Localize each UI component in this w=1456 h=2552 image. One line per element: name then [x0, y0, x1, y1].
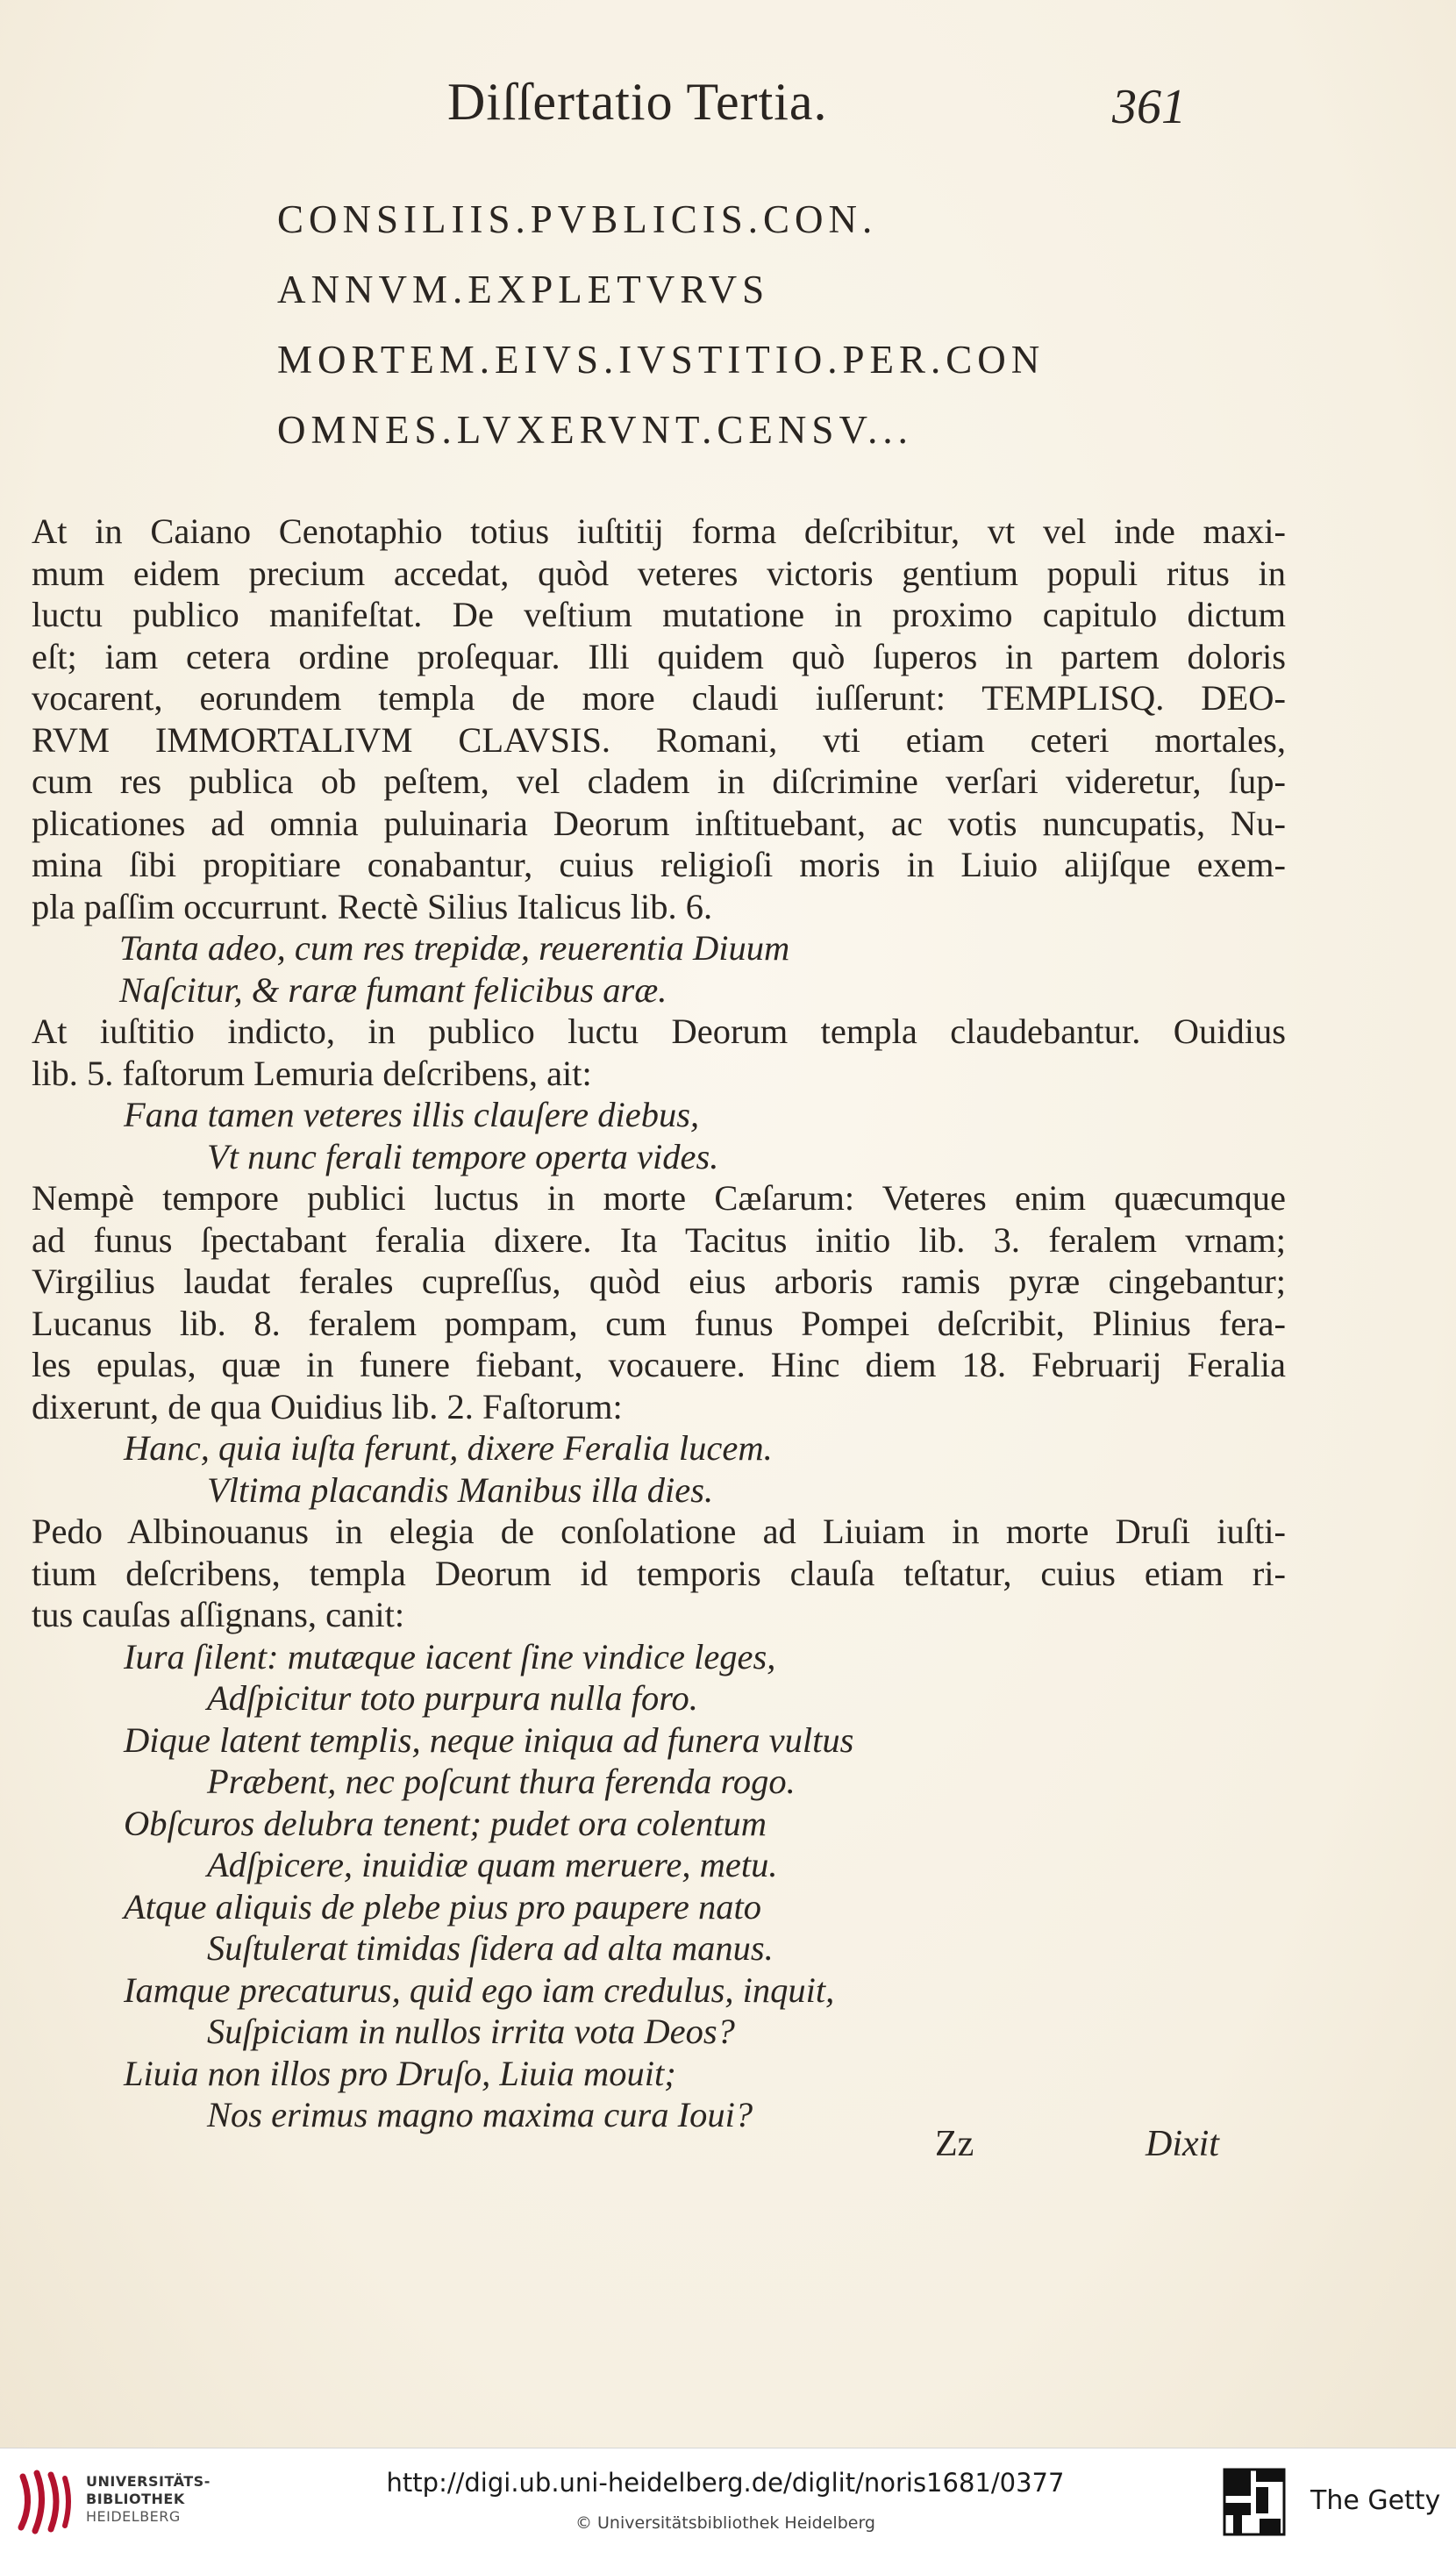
inscription-block	[277, 184, 1242, 465]
library-name	[86, 2473, 211, 2526]
text-line: mina ſibi propitiare conabantur, cuius religioſi moris in Liuio alijſque exem-	[32, 845, 1286, 884]
text-line: dixerunt, de qua Ouidius lib. 2. Faſtorum:	[32, 1386, 623, 1426]
text-line: At iuſtitio indicto, in publico luctu Deorum templa claudebantur. Ouidius	[32, 1012, 1286, 1051]
copyright-notice: © Universitätsbibliothek Heidelberg	[575, 2513, 875, 2533]
text-line: Nempè tempore publici luctus in morte Cæſarum: Veteres enim quæcumque	[32, 1178, 1286, 1218]
verse-line: Vltima placandis Manibus illa dies.	[207, 1469, 714, 1510]
verse-line: Præbent, nec poſcunt thura ferenda rogo.	[207, 1762, 796, 1801]
inscription-line: OMNES.LVXERVNT.CENSV...	[277, 408, 913, 452]
verse-line: Fana tamen veteres illis clauſere diebus,	[124, 1095, 700, 1134]
page-number: 361	[1112, 80, 1186, 134]
inscription-line: CONSILIIS.PVBLICIS.CON.	[277, 197, 878, 241]
library-line: UNIVERSITÄTS-	[86, 2473, 211, 2490]
catchword: Dixit	[1146, 2124, 1219, 2164]
verse-line: Tanta adeo, cum res trepidæ, reuerentia Diuum	[119, 928, 790, 968]
text-line: tium deſcribens, templa Deorum id temporis clauſa teſtatur, cuius etiam ri-	[32, 1553, 1286, 1593]
running-title: Diſſertatio Tertia.	[447, 73, 828, 131]
inscription-line: ANNVM.EXPLETVRVS	[277, 268, 770, 311]
partner-name: The Getty	[1310, 2485, 1441, 2516]
signature-mark: Zz	[935, 2124, 974, 2164]
text-line: plicationes ad omnia puluinaria Deorum inſtituebant, ac votis nuncupatis, Nu-	[32, 803, 1286, 843]
getty-logo-icon	[1221, 2466, 1288, 2538]
verse-line: Atque aliquis de plebe pius pro paupere nato	[124, 1886, 762, 1927]
text-line: Lucanus lib. 8. feralem pompam, cum funus Pompei deſcribit, Plinius fera-	[32, 1303, 1286, 1343]
viewer-footer	[0, 2448, 1456, 2552]
text-line: Virgilius laudat ferales cupreſſus, quòd eius arboris ramis pyræ cingebantur;	[32, 1262, 1286, 1301]
text-line: Pedo Albinouanus in elegia de conſolatione ad Liuiam in morte Druſi iuſti-	[32, 1512, 1286, 1551]
text-line: lib. 5. faſtorum Lemuria deſcribens, ait:	[32, 1053, 592, 1093]
verse-line: Dique latent templis, neque iniqua ad funera vultus	[124, 1719, 854, 1760]
verse-line: Adſpicere, inuidiæ quam meruere, metu.	[207, 1845, 778, 1884]
library-line: BIBLIOTHEK	[86, 2491, 185, 2507]
text-line: ad funus ſpectabant feralia dixere. Ita Tacitus initio lib. 3. feralem vrnam;	[32, 1219, 1286, 1260]
catchword-row	[0, 2116, 1456, 2169]
text-line: RVM IMMORTALIVM CLAVSIS. Romani, vti etiam ceteri mortales,	[32, 719, 1286, 760]
text-line: vocarent, eorundem templa de more claudi iuſſerunt: TEMPLISQ. DEO-	[32, 678, 1286, 718]
verse-line: Nos erimus magno maxima cura Ioui?	[207, 2095, 753, 2134]
text-line: luctu publico manifeſtat. De veſtium mutatione in proximo capitulo dictum	[32, 595, 1286, 634]
text-line: les epulas, quæ in funere fiebant, vocauere. Hinc diem 18. Februarij Feralia	[32, 1345, 1286, 1384]
verse-line: Adſpicitur toto purpura nulla foro.	[207, 1678, 698, 1718]
verse-line: Iamque precaturus, quid ego iam credulus, inquit,	[124, 1969, 835, 2010]
verse-line: Suſtulerat timidas ſidera ad alta manus.	[207, 1928, 774, 1968]
permalink[interactable]: http://digi.ub.uni-heidelberg.de/diglit/noris1681/0377	[386, 2468, 1065, 2498]
body-text	[32, 511, 1286, 2136]
verse-line: Naſcitur, & raræ fumant felicibus aræ.	[119, 969, 667, 1010]
text-line: At in Caiano Cenotaphio totius iuſtitij forma deſcribitur, vt vel inde maxi-	[32, 511, 1286, 551]
text-line: cum res publica ob peſtem, vel cladem in diſcrimine verſari videretur, ſup-	[32, 761, 1286, 801]
text-line: eſt; iam cetera ordine proſequar. Illi quidem quò ſuperos in partem doloris	[32, 636, 1286, 676]
university-seal-icon	[16, 2468, 77, 2534]
verse-line: Obſcuros delubra tenent; pudet ora colentum	[124, 1803, 767, 1843]
text-line: pla paſſim occurrunt. Rectè Silius Italicus lib. 6.	[32, 886, 713, 926]
verse-line: Suſpiciam in nullos irrita vota Deos?	[207, 2012, 735, 2051]
verse-line: Hanc, quia iuſta ferunt, dixere Feralia lucem.	[124, 1428, 773, 1468]
verse-line: Vt nunc ferali tempore operta vides.	[207, 1136, 719, 1176]
library-line: HEIDELBERG	[86, 2508, 181, 2525]
verse-line: Liuia non illos pro Druſo, Liuia mouit;	[124, 2053, 676, 2093]
text-line: mum eidem precium accedat, quòd veteres victoris gentium populi ritus in	[32, 553, 1286, 593]
verse-line: Iura ſilent: mutæque iacent ſine vindice leges,	[124, 1636, 776, 1676]
inscription-line: MORTEM.EIVS.IVSTITIO.PER.CON	[277, 338, 1046, 382]
running-head	[0, 61, 1456, 140]
text-line: tus cauſas aſſignans, canit:	[32, 1595, 405, 1634]
